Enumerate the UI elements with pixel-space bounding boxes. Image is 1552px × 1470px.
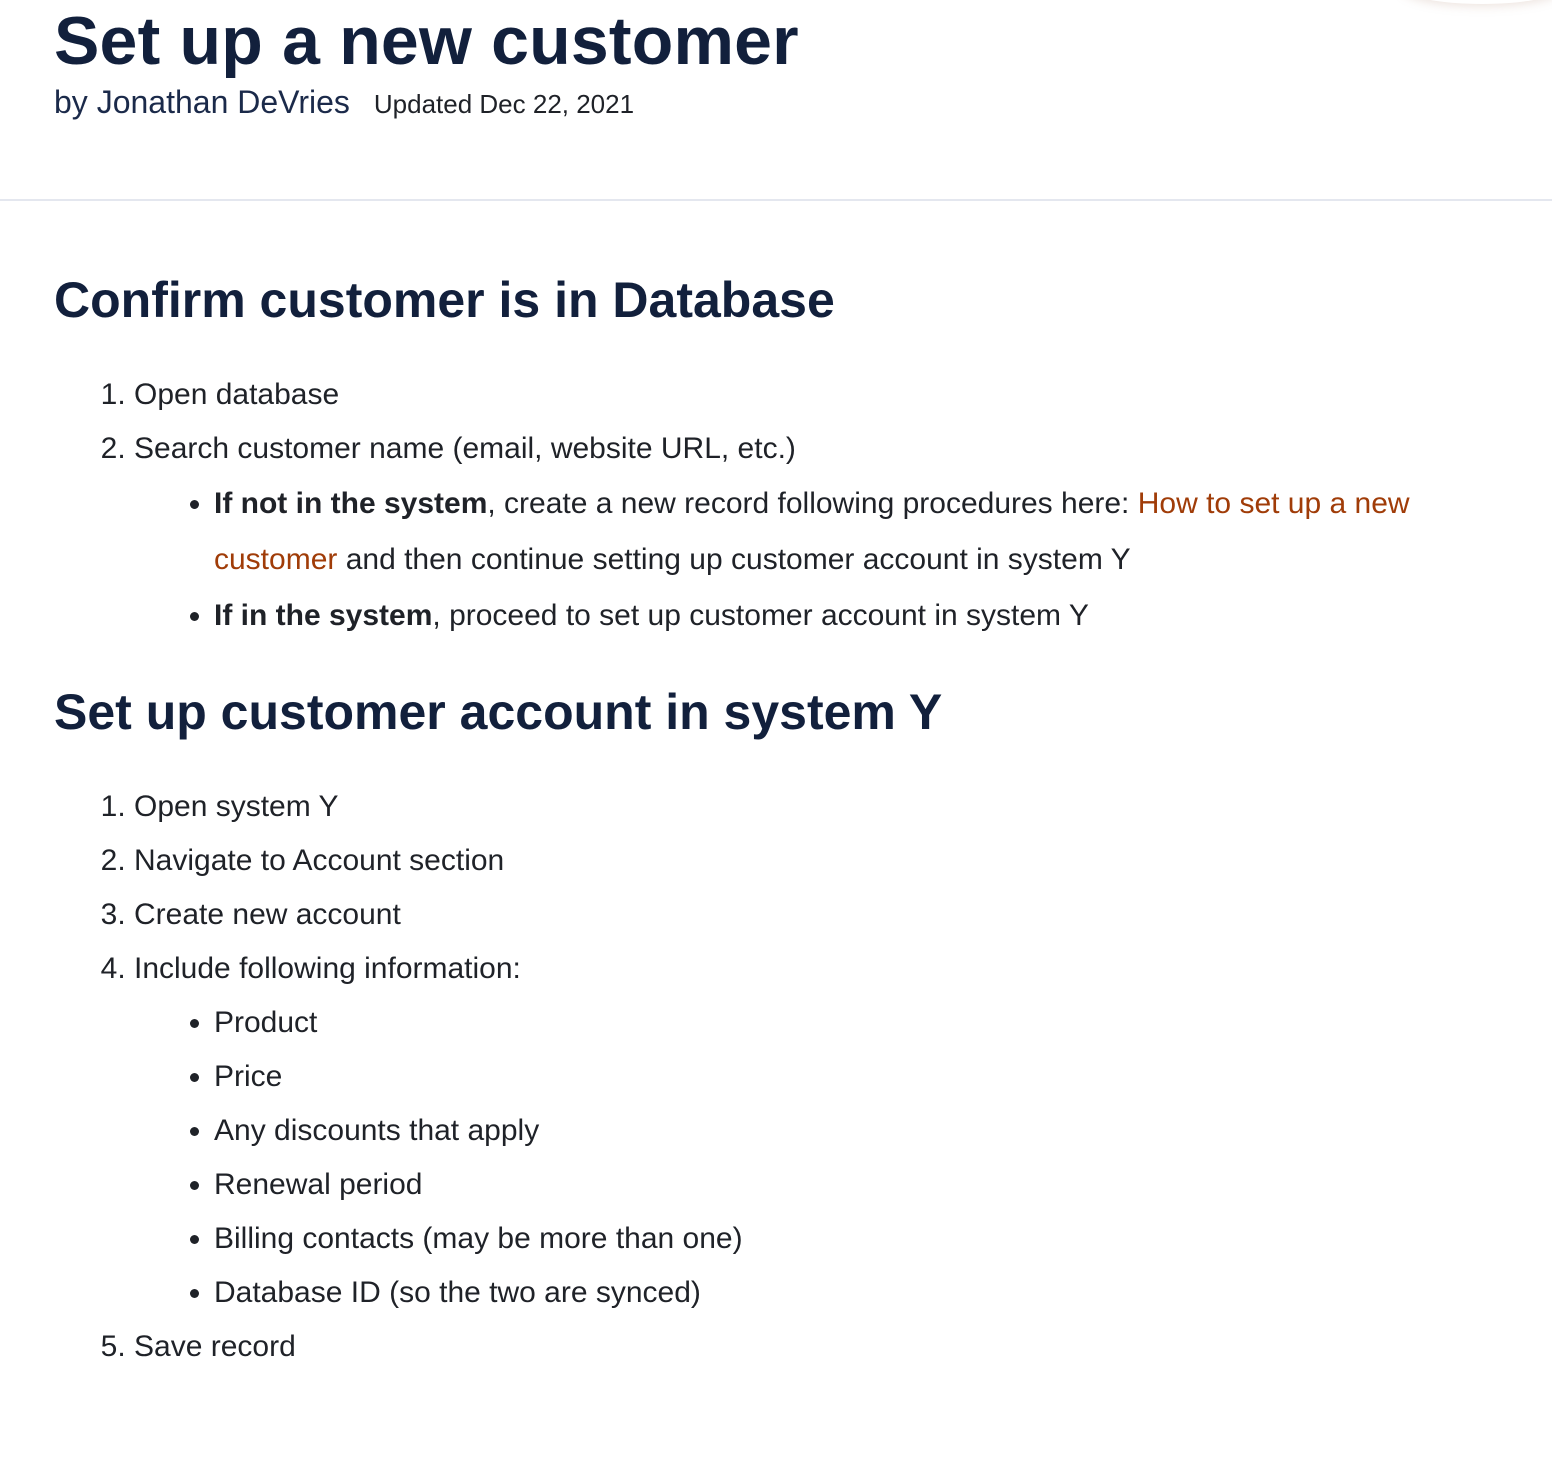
info-item: Billing contacts (may be more than one)	[214, 1222, 743, 1255]
updated-date: Updated Dec 22, 2021	[373, 89, 635, 119]
step-text: Create new account	[134, 898, 401, 931]
account-info-list	[134, 996, 1514, 1320]
step-text: , proceed to set up customer account in system Y	[432, 599, 1089, 632]
list-item	[214, 1104, 1514, 1158]
confirm-steps-list	[54, 368, 1514, 644]
list-item	[214, 1050, 1514, 1104]
step-text: Save record	[134, 1330, 296, 1363]
setup-customer-link[interactable]: How to set up a new customer	[214, 487, 1410, 576]
list-item	[134, 888, 1514, 942]
step-text: Open database	[134, 378, 340, 411]
step-text: and then continue setting up customer account in system Y	[337, 543, 1131, 576]
step-text: Search customer name (email, website URL, etc.)	[134, 432, 796, 465]
info-item: Product	[214, 1006, 318, 1039]
list-item	[214, 1158, 1514, 1212]
list-item	[214, 1212, 1514, 1266]
step-text: Include following information:	[134, 952, 521, 985]
corner-decoration	[1402, 0, 1552, 4]
info-item: Any discounts that apply	[214, 1114, 540, 1147]
condition-label: If in the system	[214, 599, 433, 632]
list-item	[134, 942, 1514, 1320]
condition-label: If not in the system	[214, 487, 488, 520]
header-divider	[0, 199, 1552, 201]
info-item: Database ID (so the two are synced)	[214, 1276, 701, 1309]
section-heading-confirm-customer: Confirm customer is in Database	[54, 272, 835, 328]
info-item: Renewal period	[214, 1168, 423, 1201]
list-item	[214, 588, 1514, 644]
author-name[interactable]: by Jonathan DeVries	[54, 84, 350, 120]
step-text: Open system Y	[134, 790, 339, 823]
step-text: , create a new record following procedures here:	[487, 487, 1138, 520]
list-item	[134, 1320, 1514, 1374]
list-item	[134, 834, 1514, 888]
section-heading-setup-account: Set up customer account in system Y	[54, 684, 943, 740]
search-outcomes-list	[134, 476, 1514, 644]
byline	[54, 82, 634, 124]
setup-steps-list	[54, 780, 1514, 1374]
list-item	[134, 368, 1514, 422]
list-item	[214, 996, 1514, 1050]
page-title: Set up a new customer	[54, 3, 799, 79]
info-item: Price	[214, 1060, 283, 1093]
list-item	[134, 422, 1514, 644]
step-text: Navigate to Account section	[134, 844, 505, 877]
list-item	[214, 476, 1514, 588]
list-item	[134, 780, 1514, 834]
list-item	[214, 1266, 1514, 1320]
